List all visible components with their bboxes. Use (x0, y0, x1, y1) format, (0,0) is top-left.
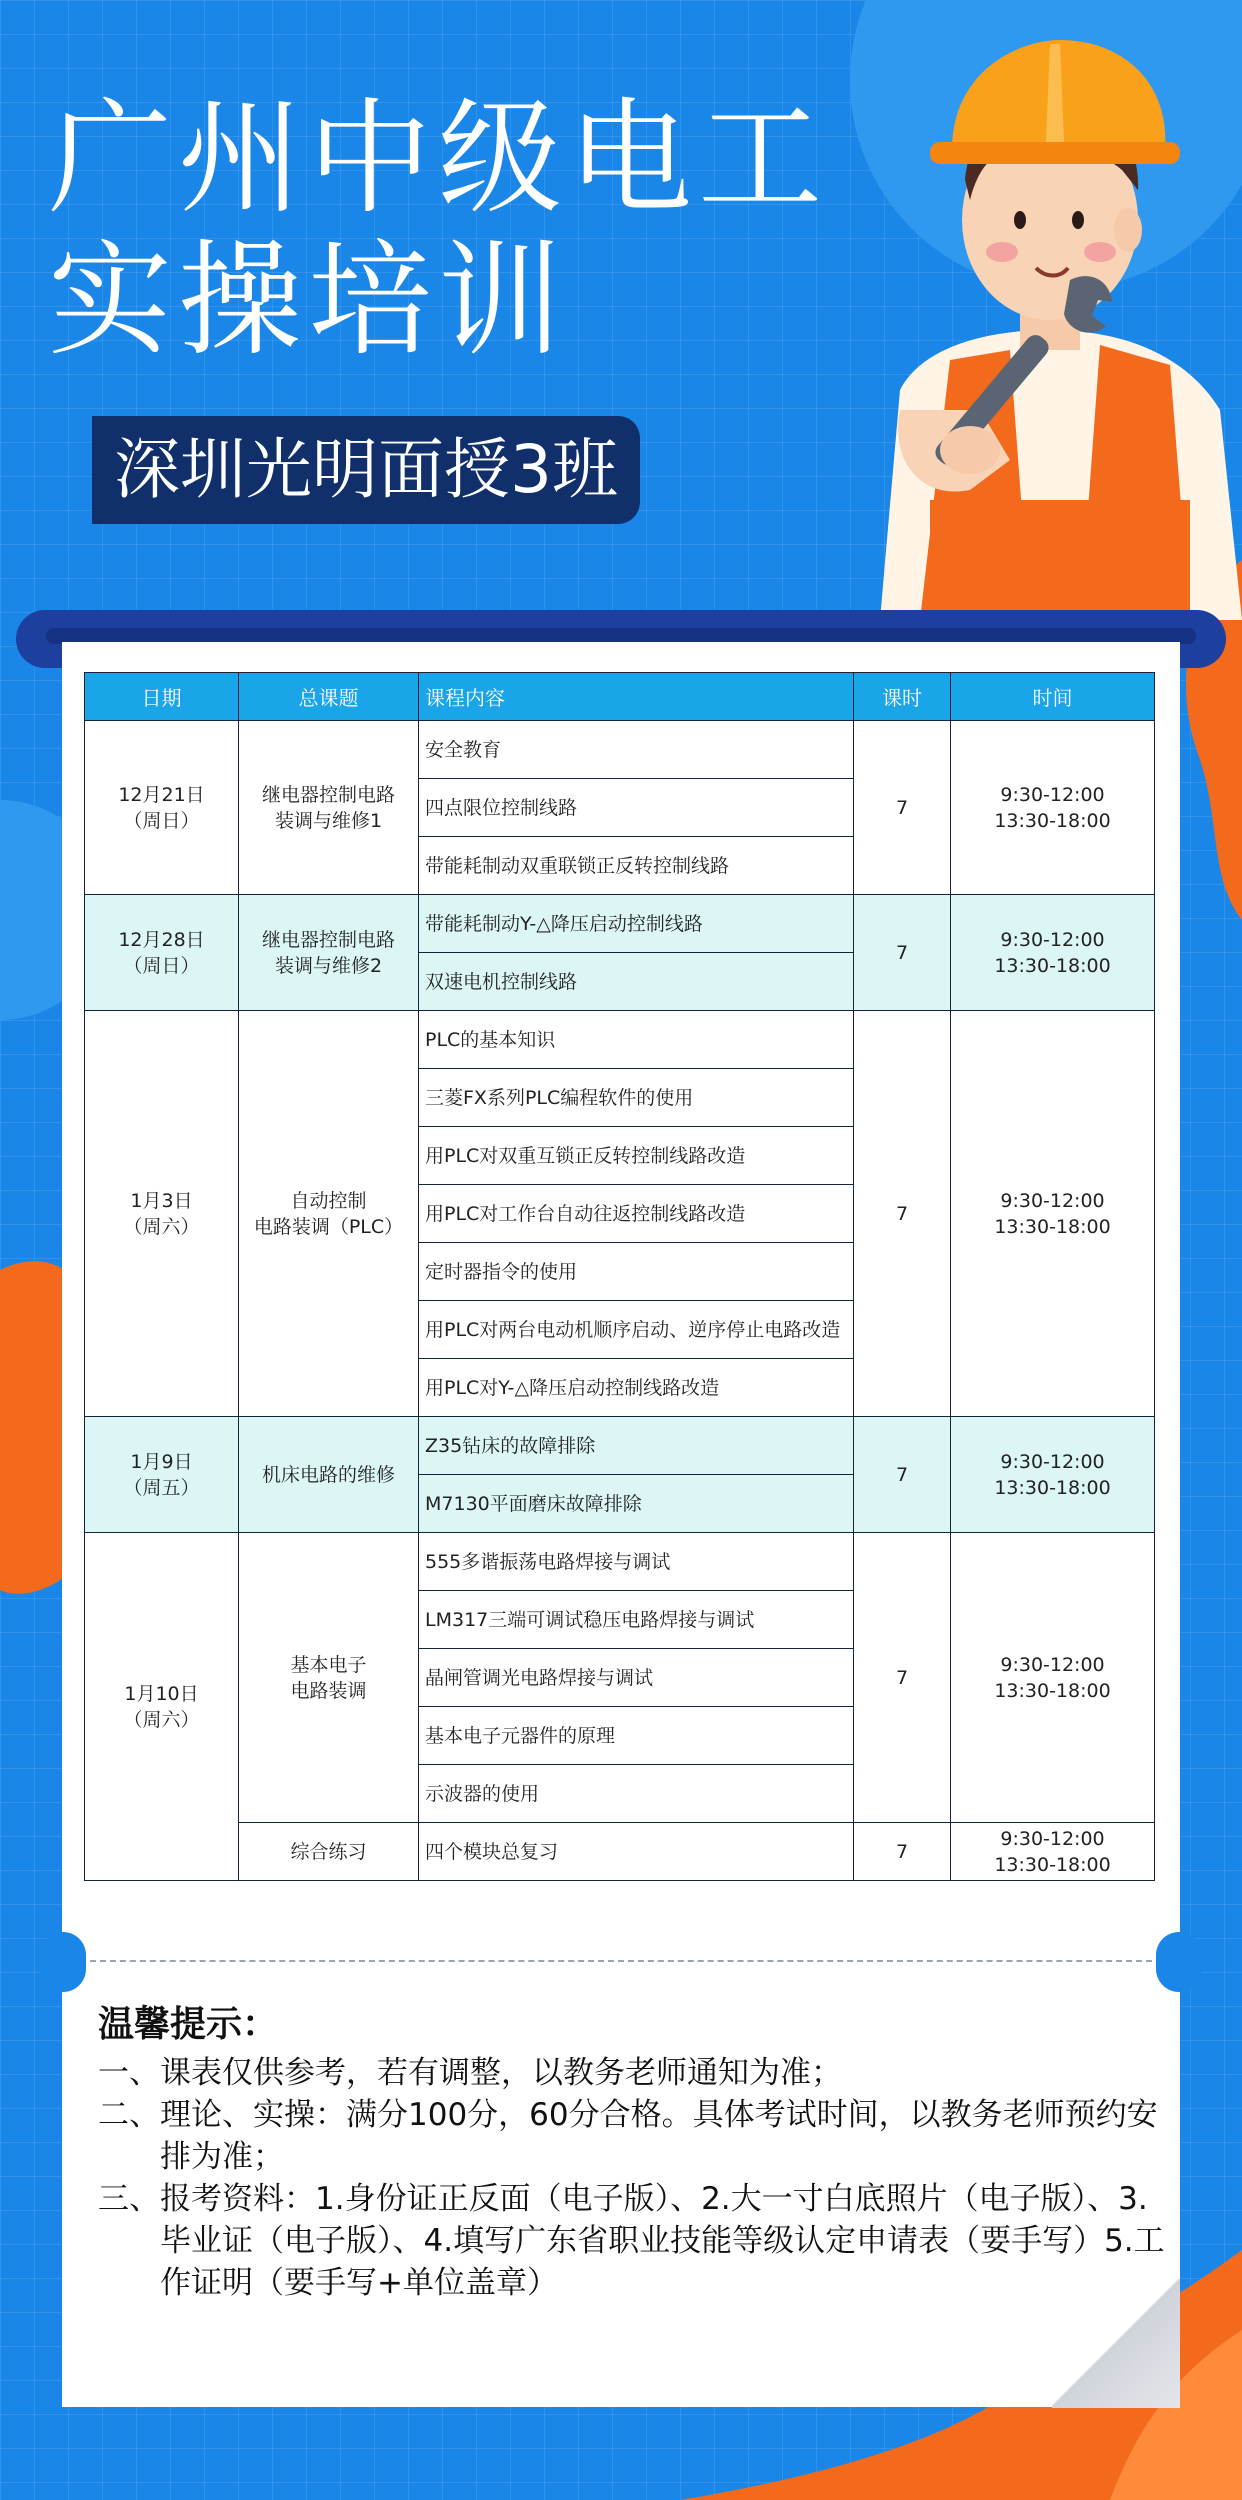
content-cell: 双速电机控制线路 (419, 953, 854, 1011)
content-cell: 四点限位控制线路 (419, 779, 854, 837)
time-cell: 9:30-12:00 13:30-18:00 (951, 1011, 1155, 1417)
time-cell: 9:30-12:00 13:30-18:00 (951, 721, 1155, 895)
hours-cell: 7 (854, 1011, 951, 1417)
time-cell: 9:30-12:00 13:30-18:00 (951, 895, 1155, 1011)
content-cell: 基本电子元器件的原理 (419, 1707, 854, 1765)
content-cell: 带能耗制动双重联锁正反转控制线路 (419, 837, 854, 895)
content-cell: 555多谐振荡电路焊接与调试 (419, 1533, 854, 1591)
schedule-table (84, 672, 1155, 1881)
hours-cell: 7 (854, 1533, 951, 1823)
note-item-1: 一、课表仅供参考，若有调整，以教务老师通知为准； (98, 2055, 842, 2091)
table-row (85, 895, 1155, 953)
column-header-time: 时间 (951, 673, 1155, 721)
content-cell: 用PLC对Y-△降压启动控制线路改造 (419, 1359, 854, 1417)
paper-notch-right (1156, 1932, 1202, 1992)
table-row (85, 1417, 1155, 1475)
content-cell: LM317三端可调试稳压电路焊接与调试 (419, 1591, 854, 1649)
time-cell: 9:30-12:00 13:30-18:00 (951, 1823, 1155, 1881)
content-cell: 定时器指令的使用 (419, 1243, 854, 1301)
topic-cell: 基本电子 电路装调 (239, 1533, 419, 1823)
notes-title: 温馨提示： (98, 2004, 279, 2045)
hours-cell: 7 (854, 1823, 951, 1881)
date-cell: 12月21日 （周日） (85, 721, 239, 895)
topic-cell: 继电器控制电路 装调与维修1 (239, 721, 419, 895)
paper-notch-left (40, 1932, 86, 1992)
content-cell: 晶闸管调光电路焊接与调试 (419, 1649, 854, 1707)
page-title (48, 88, 948, 372)
column-header-hours: 课时 (854, 673, 951, 721)
table-row (85, 1823, 1155, 1881)
title-line-2: 实操培训 (48, 229, 569, 373)
content-cell: Z35钻床的故障排除 (419, 1417, 854, 1475)
content-cell: 用PLC对工作台自动往返控制线路改造 (419, 1185, 854, 1243)
date-cell: 1月9日 （周五） (85, 1417, 239, 1533)
column-header-topic: 总课题 (239, 673, 419, 721)
class-badge: 深圳光明面授3班 (92, 416, 640, 524)
table-row (85, 1533, 1155, 1591)
note-item-2: 二、理论、实操：满分100分，60分合格。具体考试时间，以教务老师预约安排为准； (98, 2097, 1158, 2175)
hours-cell: 7 (854, 1417, 951, 1533)
topic-cell: 机床电路的维修 (239, 1417, 419, 1533)
content-cell: 用PLC对双重互锁正反转控制线路改造 (419, 1127, 854, 1185)
date-cell: 1月10日 （周六） (85, 1533, 239, 1881)
schedule-body (85, 721, 1155, 1881)
topic-cell: 自动控制 电路装调（PLC） (239, 1011, 419, 1417)
table-header-row (85, 673, 1155, 721)
electrician-illustration (860, 30, 1242, 620)
content-cell: 示波器的使用 (419, 1765, 854, 1823)
notes-section (98, 2004, 1178, 2304)
content-cell: 四个模块总复习 (419, 1823, 854, 1881)
topic-cell: 综合练习 (239, 1823, 419, 1881)
note-item-3: 三、报考资料：1.身份证正反面（电子版）、2.大一寸白底照片（电子版）、3.毕业证（电子版）、4.填写广东省职业技能等级认定申请表（要手写）5.工作证明（要手写+单位盖章） (98, 2181, 1165, 2301)
time-cell: 9:30-12:00 13:30-18:00 (951, 1533, 1155, 1823)
column-header-date: 日期 (85, 673, 239, 721)
content-cell: 三菱FX系列PLC编程软件的使用 (419, 1069, 854, 1127)
date-cell: 1月3日 （周六） (85, 1011, 239, 1417)
content-cell: 带能耗制动Y-△降压启动控制线路 (419, 895, 854, 953)
content-cell: PLC的基本知识 (419, 1011, 854, 1069)
table-row (85, 1011, 1155, 1069)
content-cell: 安全教育 (419, 721, 854, 779)
dashed-separator (90, 1960, 1152, 1962)
hours-cell: 7 (854, 721, 951, 895)
content-cell: 用PLC对两台电动机顺序启动、逆序停止电路改造 (419, 1301, 854, 1359)
time-cell: 9:30-12:00 13:30-18:00 (951, 1417, 1155, 1533)
column-header-content: 课程内容 (419, 673, 854, 721)
topic-cell: 继电器控制电路 装调与维修2 (239, 895, 419, 1011)
hours-cell: 7 (854, 895, 951, 1011)
date-cell: 12月28日 （周日） (85, 895, 239, 1011)
content-cell: M7130平面磨床故障排除 (419, 1475, 854, 1533)
table-row (85, 721, 1155, 779)
title-line-1: 广州中级电工 (48, 87, 829, 231)
